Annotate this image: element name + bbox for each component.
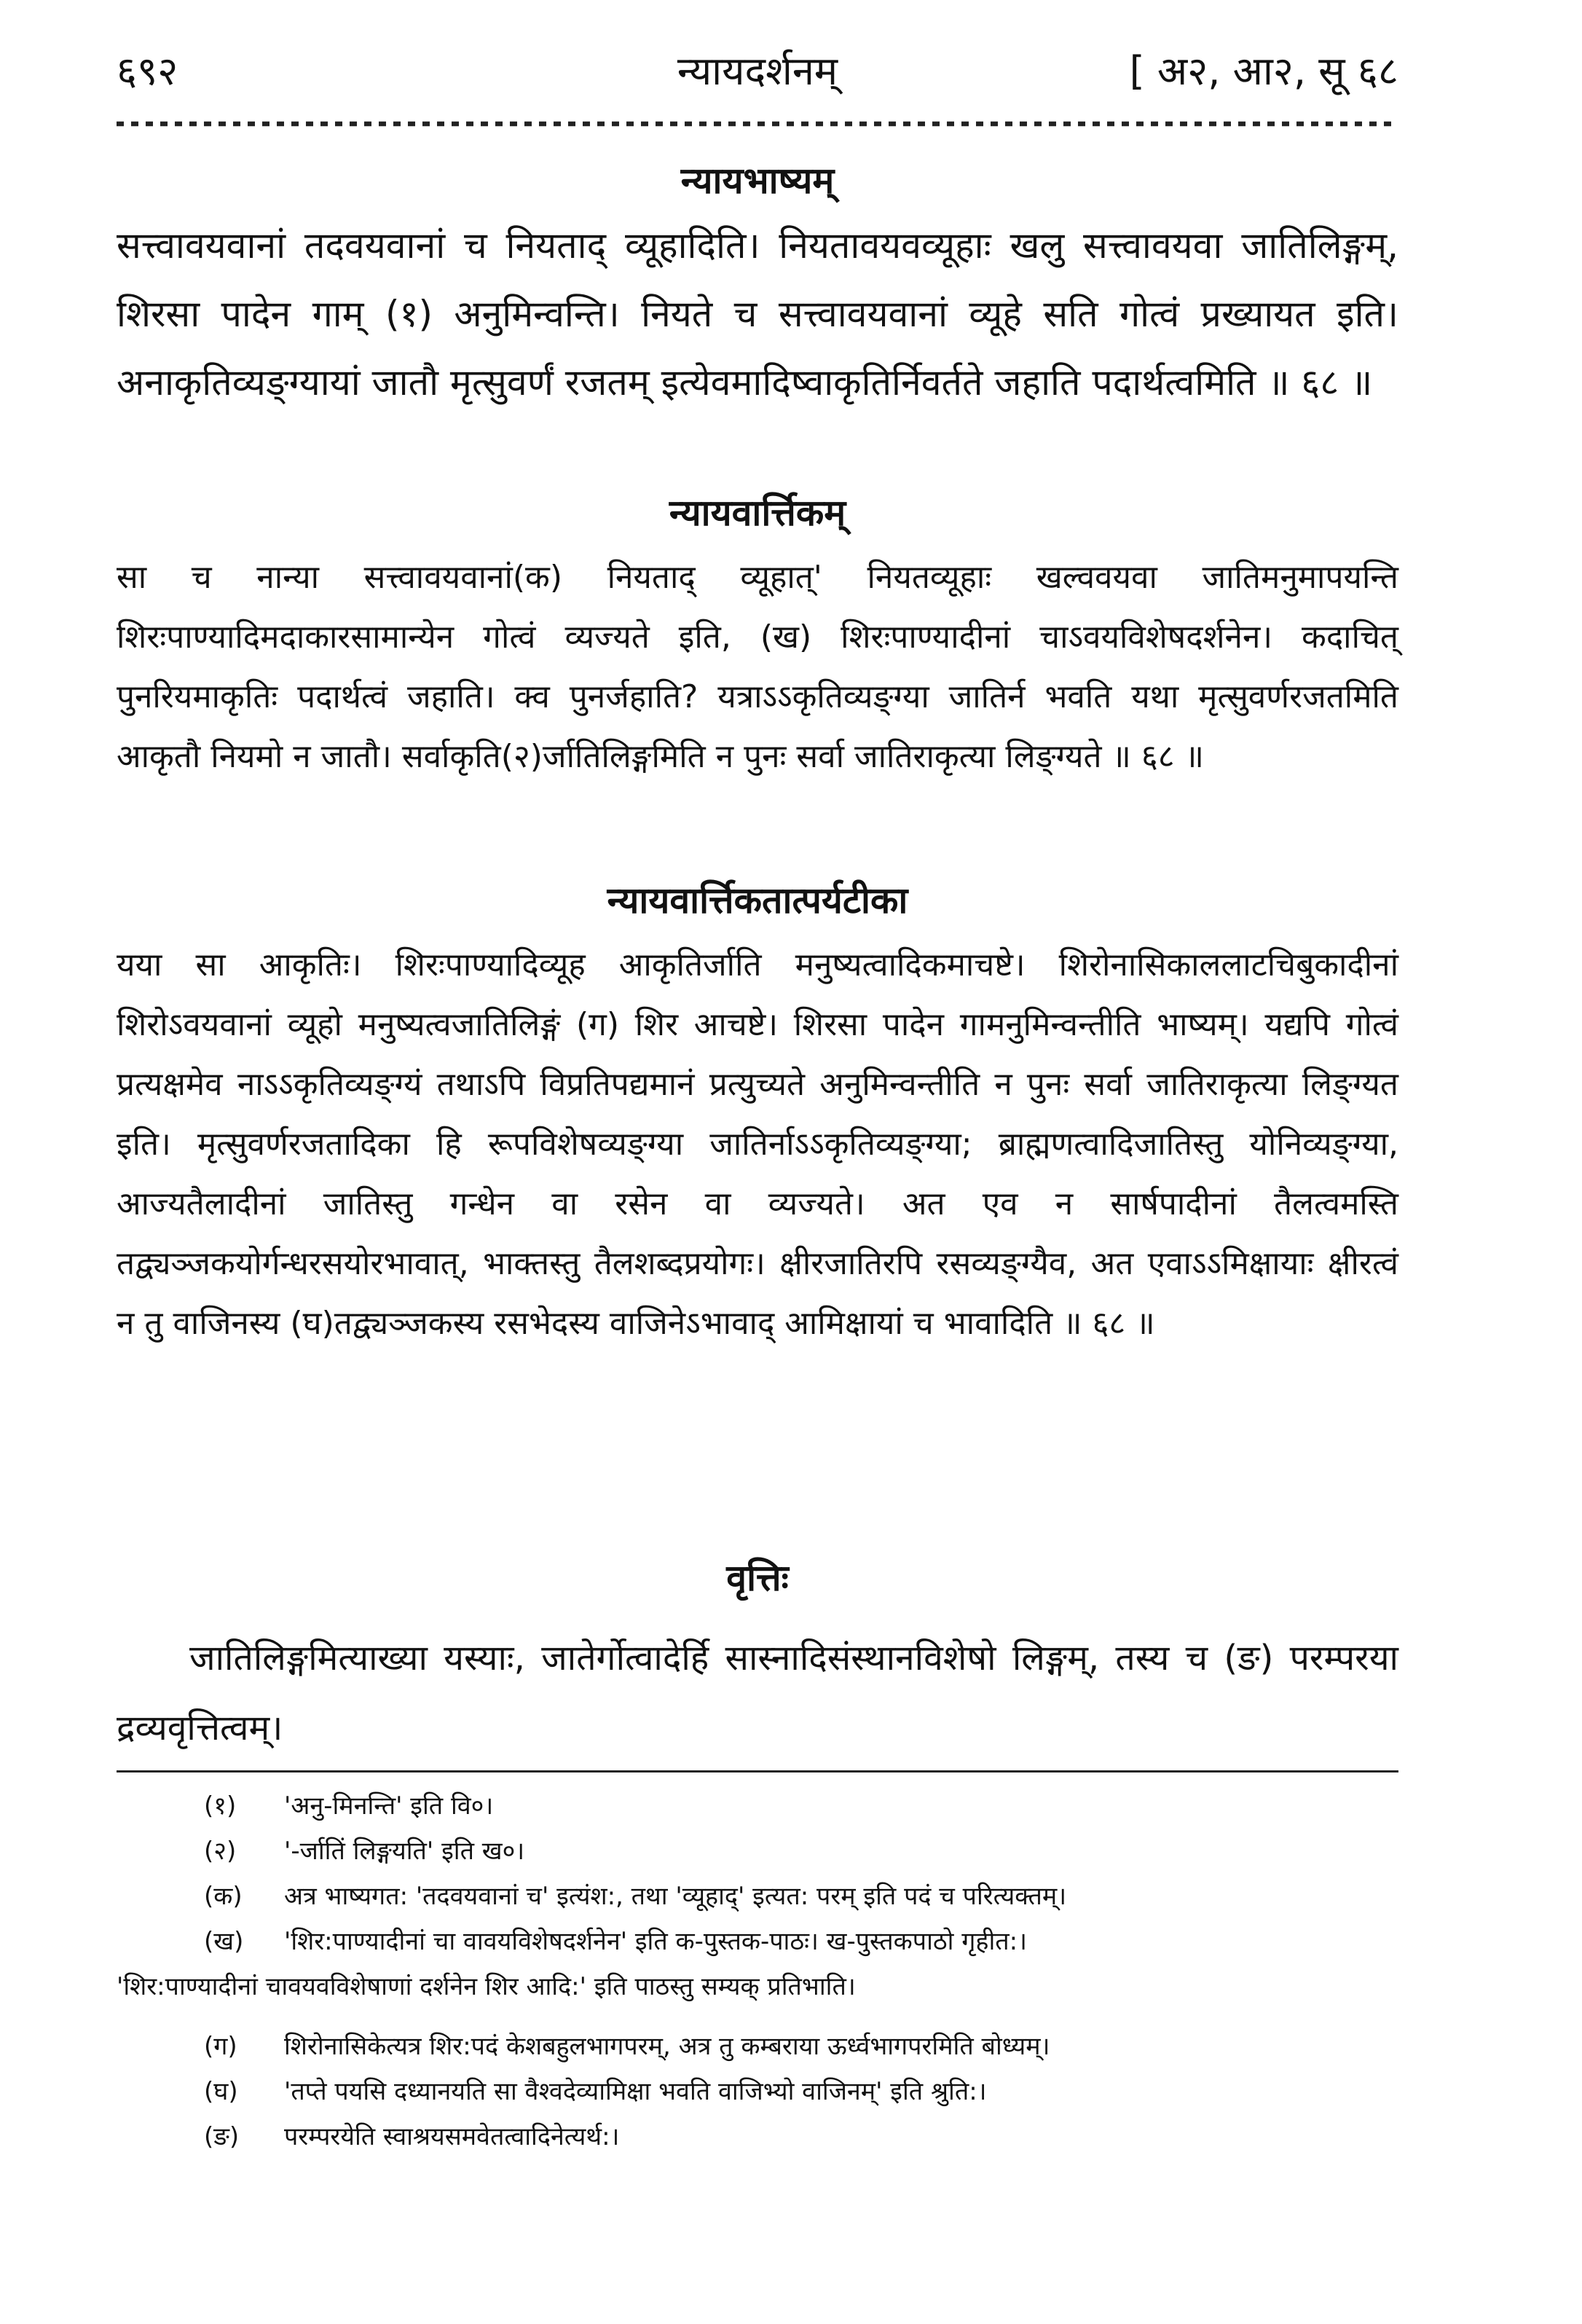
vrtti-text: जातिलिङ्गमित्याख्या यस्याः, जातेर्गोत्वादेर्हि सास्नादिसंस्थानविशेषो लिङ्गम्, तस्य च (ङ) परम्परया द्रव्यवृत्तित्वम्। (117, 1638, 1398, 1748)
footnote-continuation: 'शिर:पाण्यादीनां चावयवविशेषाणां दर्शनेन शिर आदि:' इति पाठस्तु सम्यक् प्रतिभाति। (117, 1972, 856, 2001)
chapter-reference: [ अ२, आ२, सू ६८ (1129, 48, 1398, 94)
page-number: ६९२ (117, 48, 178, 94)
footnote: (क) अत्र भाष्यगत: 'तदवयवानां च' इत्यंश:, तथा 'व्यूहाद्' इत्यत: परम् इति पदं च परित्यक्तम्। (204, 1882, 1067, 1911)
footnote: (१) 'अनु-मिनन्ति' इति वि०। (204, 1791, 494, 1821)
varttika-heading: न्यायवार्त्तिकम् (669, 492, 846, 534)
bhashya-text: सत्त्वावयवानां तदवयवानां च नियताद् व्यूहादिति। नियतावयवव्यूहाः खलु सत्त्वावयवा जातिलिङ्गम्, शिरसा पादेन गाम् (१) अनुमिन्वन्ति। नियते च सत्त्वावयवानां व्यूहे सति गोत्वं प्रख्यायत इति। अनाकृतिव्यङ्ग्यायां जातौ मृत्सुवर्णं रजतम् इत्येवमादिष्वाकृतिर्निवर्तते जहाति पदार्थत्वमिति ॥ ६८ ॥ (117, 224, 1398, 404)
footnote: (२) '-र्जातिं लिङ्गयति' इति ख०। (204, 1837, 525, 1866)
footnote: (ङ) परम्परयेति स्वाश्रयसमवेतत्वादिनेत्यर्थ:। (204, 2122, 620, 2151)
book-title: न्यायदर्शनम् (677, 48, 838, 94)
tika-text: यया सा आकृतिः। शिरःपाण्यादिव्यूह आकृतिर्जाति मनुष्यत्वादिकमाचष्टे। शिरोनासिकाललाटचिबुकादीनां शिरोऽवयवानां व्यूहो मनुष्यत्वजातिलिङ्गं (ग) शिर आचष्टे। शिरसा पादेन गामनुमिन्वन्तीति भाष्यम्। यद्यपि गोत्वं प्रत्यक्षमेव नाऽऽकृतिव्यङ्ग्यं तथाऽपि विप्रतिपद्यमानं प्रत्युच्यते अनुमिन्वन्तीति न पुनः सर्वा जातिराकृत्या लिङ्ग्यत इति। मृत्सुवर्णरजतादिका हि रूपविशेषव्यङ्ग्या जातिर्नाऽऽकृतिव्यङ्ग्या; ब्राह्मणत्वादिजातिस्तु योनिव्यङ्ग्या, आज्यतैलादीनां जातिस्तु गन्धेन वा रसेन वा व्यज्यते। अत एव न सार्षपादीनां तैलत्वमस्ति तद्व्यञ्जकयोर्गन्धरसयोरभावात्, भाक्तस्तु तैलशब्दप्रयोगः। क्षीरजातिरपि रसव्यङ्ग्यैव, अत एवाऽऽमिक्षायाः क्षीरत्वं न तु वाजिनस्य (घ)तद्व्यञ्जकस्य रसभेदस्य वाजिनेऽभावाद् आमिक्षायां च भावादिति ॥ ६८ ॥ (117, 946, 1398, 1342)
bhashya-heading: न्यायभाष्यम् (680, 160, 835, 202)
footnote: (ख) 'शिर:पाण्यादीनां चा वावयविशेषदर्शनेन' इति क-पुस्तक-पाठः। ख-पुस्तकपाठो गृहीत:। (204, 1927, 1027, 1956)
footnote: (ग) शिरोनासिकेत्यत्र शिर:पदं केशबहुलभागपरम्, अत्र तु कम्बराया ऊर्ध्वभागपरमिति बोध्यम्। (204, 2032, 1050, 2061)
footnote: (घ) 'तप्ते पयसि दध्यानयति सा वैश्वदेव्यामिक्षा भवति वाजिभ्यो वाजिनम्' इति श्रुति:। (204, 2077, 987, 2106)
tika-heading: न्यायवार्त्तिकतात्पर्यटीका (607, 879, 908, 922)
varttika-text: सा च नान्या सत्त्वावयवानां(क) नियताद् व्यूहात्' नियतव्यूहाः खल्ववयवा जातिमनुमापयन्ति शिरःपाण्यादिमदाकारसामान्येन गोत्वं व्यज्यते इति, (ख) शिरःपाण्यादीनां चाऽवयविशेषदर्शनेन। कदाचित् पुनरियमाकृतिः पदार्थत्वं जहाति। क्व पुनर्जहाति? यत्राऽऽकृतिव्यङ्ग्या जातिर्न भवति यथा मृत्सुवर्णरजतमिति आकृतौ नियमो न जातौ। सर्वाकृति(२)र्जातिलिङ्गमिति न पुनः सर्वा जातिराकृत्या लिङ्ग्यते ॥ ६८ ॥ (117, 559, 1398, 775)
running-header (117, 35, 1398, 101)
header-wavy-rule (117, 118, 1398, 130)
footnote-separator (117, 1770, 1398, 1773)
vrtti-heading: वृत्तिः (726, 1557, 789, 1599)
